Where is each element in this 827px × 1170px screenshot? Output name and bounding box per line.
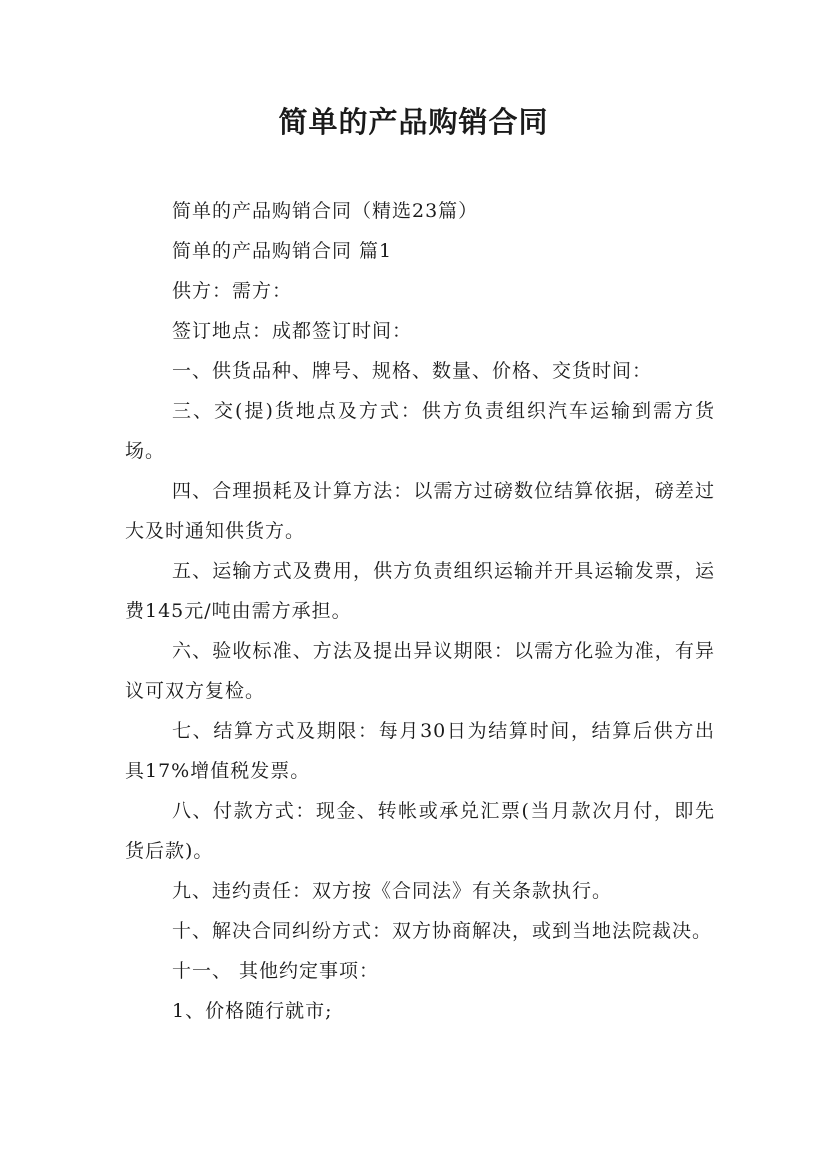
paragraph: 供方：需方： (172, 280, 293, 302)
document-title: 简单的产品购销合同 (278, 105, 549, 139)
paragraph: 十一、 其他约定事项： (172, 960, 380, 982)
document-body (125, 191, 715, 1031)
paragraph: 七、结算方式及期限：每月30日为结算时间，结算后供方出具17%增值税发票。 (125, 720, 715, 782)
paragraph: 三、交(提)货地点及方式：供方负责组织汽车运输到需方货场。 (125, 400, 715, 462)
paragraph: 简单的产品购销合同 篇1 (172, 240, 393, 262)
paragraph: 五、运输方式及费用，供方负责组织运输并开具运输发票，运费145元/吨由需方承担。 (125, 560, 715, 622)
paragraph: 十、解决合同纠纷方式：双方协商解决，或到当地法院裁决。 (172, 920, 713, 942)
paragraph: 八、付款方式：现金、转帐或承兑汇票(当月款次月付，即先货后款)。 (125, 800, 715, 862)
paragraph: 签订地点：成都签订时间： (172, 320, 413, 342)
paragraph: 四、合理损耗及计算方法：以需方过磅数位结算依据，磅差过大及时通知供货方。 (125, 480, 715, 542)
paragraph: 六、验收标准、方法及提出异议期限：以需方化验为准，有异议可双方复检。 (125, 640, 715, 702)
paragraph: 九、违约责任：双方按《合同法》有关条款执行。 (172, 880, 613, 902)
paragraph: 一、供货品种、牌号、规格、数量、价格、交货时间： (172, 360, 653, 382)
paragraph: 1、价格随行就市; (172, 1000, 333, 1022)
paragraph: 简单的产品购销合同（精选23篇） (172, 200, 479, 222)
